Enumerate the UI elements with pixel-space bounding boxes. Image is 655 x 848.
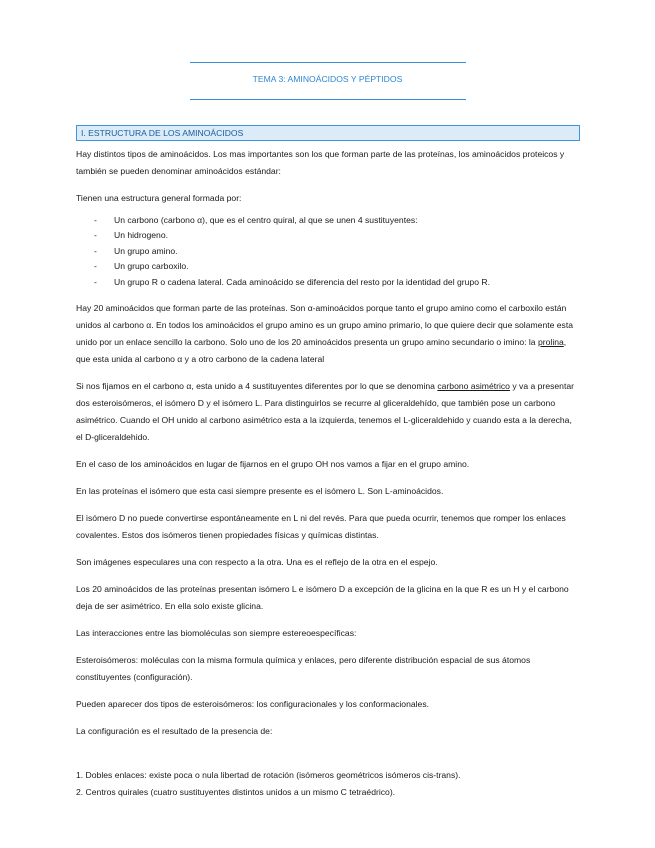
list-item bbox=[76, 259, 580, 274]
paragraph: Las interacciones entre las biomoléculas son siempre estereoespecíficas: bbox=[76, 628, 357, 639]
paragraph: Esteroisómeros: moléculas con la misma formula química y enlaces, pero diferente distribución espacial de sus átomos constituyentes (configuración). bbox=[76, 655, 531, 683]
paragraph-text: Si nos fijamos en el carbono α, esta unido a 4 sustituyentes diferentes por lo que se denomina bbox=[76, 381, 435, 392]
structure-list bbox=[76, 213, 580, 290]
title-rule-top bbox=[190, 62, 466, 63]
list-item bbox=[76, 275, 580, 290]
list-item bbox=[76, 244, 580, 259]
paragraph: El isómero D no puede convertirse espontáneamente en L ni del revés. Para que pueda ocurrir, tenemos que romper los enlaces covalentes. Estos dos isómeros tienen propiedades físicas y químicas distintas. bbox=[76, 513, 566, 541]
section-heading: I. ESTRUCTURA DE LOS AMINOÁCIDOS bbox=[76, 125, 580, 141]
list-item-text: Un grupo carboxilo. bbox=[114, 261, 189, 272]
list-item: 2. Centros quirales (cuatro sustituyentes distintos unidos a un mismo C tetraédrico). bbox=[76, 787, 396, 798]
paragraph: Hay distintos tipos de aminoácidos. Los mas importantes son los que forman parte de las proteínas, los aminoácidos proteicos y también se pueden denominar aminoácidos estándar: bbox=[76, 149, 565, 176]
list-item-text: Un grupo amino. bbox=[114, 245, 178, 256]
paragraph-text: y va a presentar dos esteroisómeros, el isómero D y el isómero L. Para distinguirlos se recurre al gliceraldehído, que también pose un carbono asimétrico. Cuando el OH unido al carbono asimétrico esta a la izquierda, tenemos el L-gliceraldehido y cuando esta a la derecha, el D-gliceraldehido. bbox=[76, 381, 574, 443]
paragraph bbox=[76, 300, 580, 368]
list-marker: - bbox=[94, 230, 97, 241]
list-marker: - bbox=[94, 245, 97, 256]
list-marker: - bbox=[94, 261, 97, 272]
list-item-text: Un carbono (carbono α), que es el centro quiral, al que se unen 4 sustituyentes: bbox=[114, 215, 418, 225]
list-item-text: Un hidrogeno. bbox=[114, 230, 168, 241]
list-marker: - bbox=[94, 276, 97, 287]
carbono-asimetrico-link[interactable]: carbono asimétrico bbox=[437, 381, 510, 392]
list-marker: - bbox=[94, 215, 97, 225]
paragraph: Son imágenes especulares una con respecto a la otra. Una es el reflejo de la otra en el espejo. bbox=[76, 557, 438, 568]
paragraph: La configuración es el resultado de la presencia de: bbox=[76, 726, 273, 737]
paragraph: En el caso de los aminoácidos en lugar de fijarnos en el grupo OH nos vamos a fijar en el grupo amino. bbox=[76, 459, 470, 470]
document-body bbox=[76, 146, 580, 801]
list-item bbox=[76, 228, 580, 243]
paragraph-text: Hay 20 aminoácidos que forman parte de las proteínas. Son α-aminoácidos porque tanto el grupo amino como el carboxilo están unidos al carbono α. En todos los aminoácidos el grupo amino es un grupo amino primario, lo que quiere decir que solamente esta unido por un enlace sencillo la carbono. Solo uno de los 20 aminoácidos presenta un grupo amino secundario o imino: la bbox=[76, 303, 574, 348]
list-item-text: Un grupo R o cadena lateral. Cada aminoácido se diferencia del resto por la identidad del grupo R. bbox=[114, 276, 490, 287]
paragraph: Pueden aparecer dos tipos de esteroisómeros: los configuracionales y los conformacionales. bbox=[76, 699, 430, 710]
prolina-link[interactable]: prolina bbox=[537, 337, 564, 348]
configuration-list bbox=[76, 767, 580, 801]
paragraph-text: , que esta unida al carbono α y a otro carbono de la cadena lateral bbox=[76, 337, 567, 365]
list-item bbox=[76, 213, 580, 228]
list-item: 1. Dobles enlaces: existe poca o nula libertad de rotación (isómeros geométricos isómeros cis-trans). bbox=[76, 770, 461, 781]
paragraph: En las proteínas el isómero que esta casi siempre presente es el isómero L. Son L-aminoácidos. bbox=[76, 486, 444, 497]
document-title: TEMA 3: AMINOÁCIDOS Y PÉPTIDOS bbox=[252, 74, 403, 84]
paragraph: Tienen una estructura general formada por: bbox=[76, 193, 242, 203]
paragraph bbox=[76, 378, 580, 446]
paragraph: Los 20 aminoácidos de las proteínas presentan isómero L e isómero D a excepción de la glicina en la que R es un H y el carbono deja de ser asimétrico. En ella solo existe glicina. bbox=[76, 584, 569, 612]
title-rule-bottom bbox=[190, 99, 466, 100]
